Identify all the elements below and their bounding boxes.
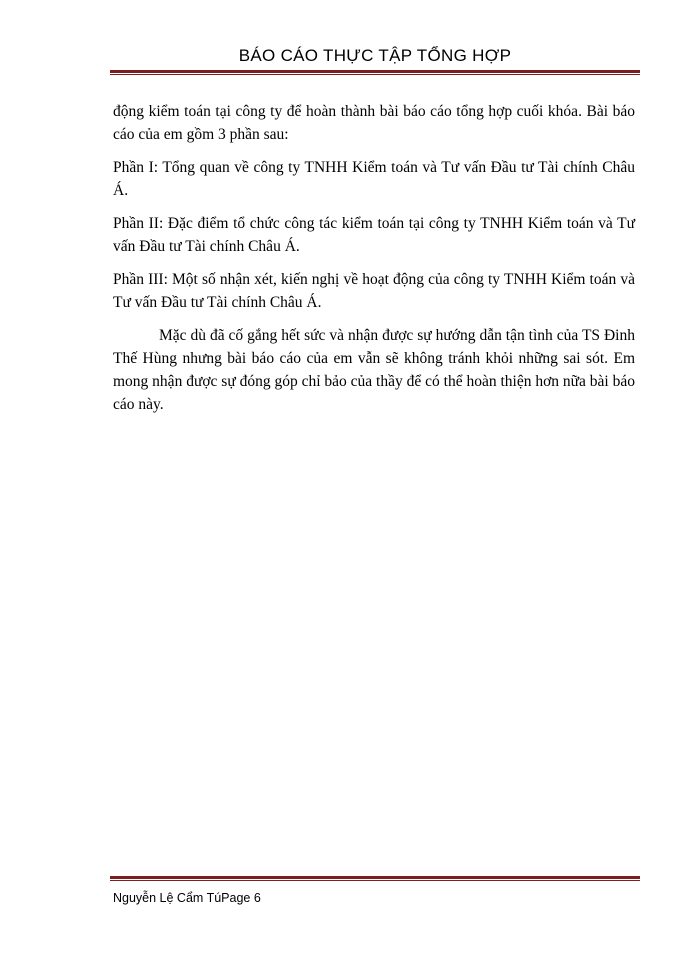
- page-footer: Nguyễn Lệ Cẩm TúPage 6: [113, 891, 261, 905]
- paragraph-part-2: Phần II: Đặc điểm tổ chức công tác kiểm toán tại công ty TNHH Kiểm toán và Tư vấn Đầu tư Tài chính Châu Á.: [113, 215, 635, 255]
- page-header-title: BÁO CÁO THỰC TẬP TỔNG HỢP: [238, 46, 512, 65]
- paragraph-intro-continuation: động kiểm toán tại công ty để hoàn thành bài báo cáo tổng hợp cuối khóa. Bài báo cáo của em gồm 3 phần sau:: [113, 103, 635, 143]
- paragraph-part-3: Phần III: Một số nhận xét, kiến nghị về hoạt động của công ty TNHH Kiểm toán và Tư vấn Đầu tư Tài chính Châu Á.: [113, 271, 635, 311]
- paragraph-part-1: Phần I: Tổng quan về công ty TNHH Kiểm toán và Tư vấn Đầu tư Tài chính Châu Á.: [113, 159, 635, 199]
- header-divider: [110, 70, 640, 75]
- footer-divider: [110, 876, 640, 881]
- document-body: [113, 100, 635, 426]
- paragraph-closing: Mặc dù đã cố gắng hết sức và nhận được sự hướng dẫn tận tình của TS Đinh Thế Hùng nhưng bài báo cáo của em vẫn sẽ không tránh khỏi những sai sót. Em mong nhận được sự đóng góp chỉ bảo của thầy để có thể hoàn thiện hơn nữa bài báo cáo này.: [113, 327, 635, 413]
